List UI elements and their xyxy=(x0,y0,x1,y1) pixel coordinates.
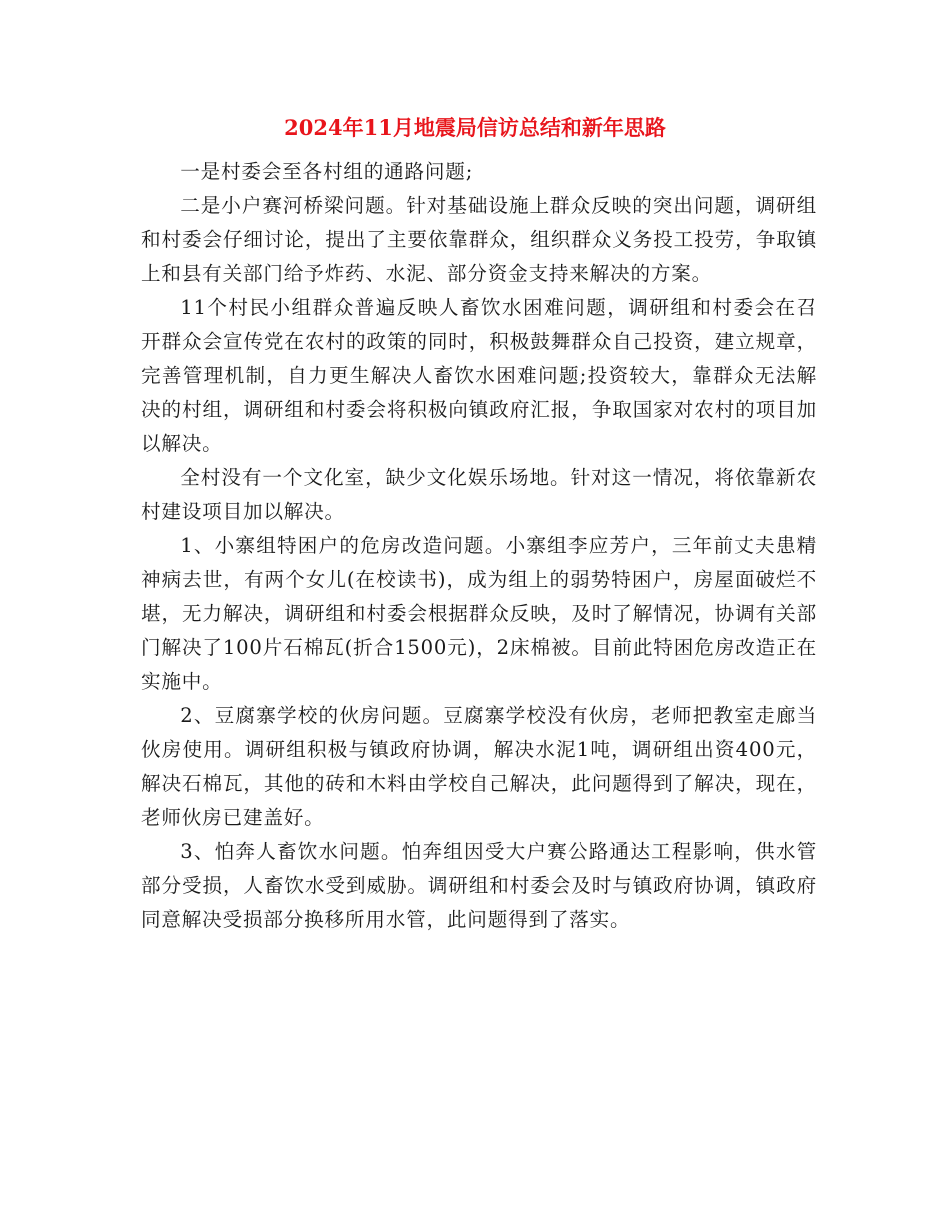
document-body xyxy=(141,155,817,937)
paragraph-housing-renovation: 1、小寨组特困户的危房改造问题。小寨组李应芳户，三年前丈夫患精神病去世，有两个女儿(在校读书)，成为组上的弱势特困户，房屋面破烂不堪，无力解决，调研组和村委会根据群众反映，及时了解情况，协调有关部门解决了100片石棉瓦(折合1500元)，2床棉被。目前此特困危房改造正在实施中。 xyxy=(141,534,817,693)
document-title: 2024年11月地震局信访总结和新年思路 xyxy=(284,115,666,140)
paragraph-drinking-water: 11个村民小组群众普遍反映人畜饮水困难问题，调研组和村委会在召开群众会宣传党在农村的政策的同时，积极鼓舞群众自己投资，建立规章，完善管理机制，自力更生解决人畜饮水困难问题;投资较大，靠群众无法解决的村组，调研组和村委会将积极向镇政府汇报，争取国家对农村的项目加以解决。 xyxy=(141,296,817,455)
paragraph-bridge-issue: 二是小户赛河桥梁问题。针对基础设施上群众反映的突出问题，调研组和村委会仔细讨论，提出了主要依靠群众，组织群众义务投工投劳，争取镇上和县有关部门给予炸药、水泥、部分资金支持来解决的方案。 xyxy=(141,194,817,285)
paragraph-paben-water: 3、怕奔人畜饮水问题。怕奔组因受大户赛公路通达工程影响，供水管部分受损，人畜饮水受到威胁。调研组和村委会及时与镇政府协调，镇政府同意解决受损部分换移所用水管，此问题得到了落实。 xyxy=(141,840,817,931)
paragraph-road-issue: 一是村委会至各村组的通路问题; xyxy=(180,160,474,183)
paragraph-culture-room: 全村没有一个文化室，缺少文化娱乐场地。针对这一情况，将依靠新农村建设项目加以解决。 xyxy=(141,466,817,523)
paragraph-school-kitchen: 2、豆腐寨学校的伙房问题。豆腐寨学校没有伙房，老师把教室走廊当伙房使用。调研组积极与镇政府协调，解决水泥1吨，调研组出资400元，解决石棉瓦，其他的砖和木料由学校自己解决，此问题得到了解决，现在，老师伙房已建盖好。 xyxy=(141,704,817,829)
